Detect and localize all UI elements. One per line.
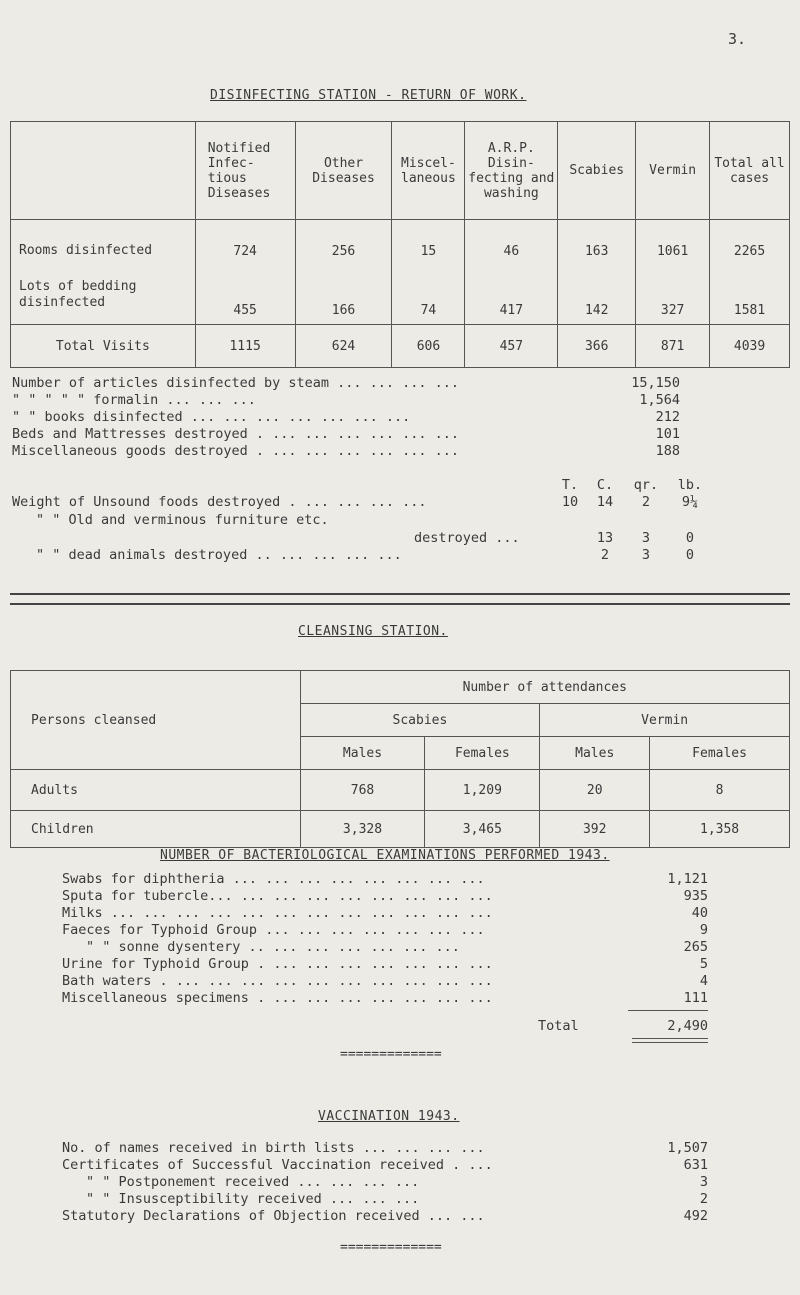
list-value: 265 [683, 939, 708, 955]
list-item: Bath waters . ... ... ... ... ... ... ... ... ... ... [62, 973, 493, 989]
col-notified: Notified Infec- tious Diseases [195, 122, 295, 220]
cell: 3,465 [425, 811, 540, 848]
cell: 3,328 [300, 811, 425, 848]
cleansing-table [10, 670, 790, 848]
row-label: Rooms disinfected [11, 220, 196, 275]
cell: 366 [558, 325, 636, 368]
list-item: " " books disinfected ... ... ... ... ... ... ... [12, 409, 411, 425]
list-value: 3 [699, 1174, 708, 1190]
page-number: 3. [728, 30, 747, 48]
cleansing-header-row [11, 671, 790, 704]
disinfecting-table [10, 121, 790, 368]
row-label: Children [11, 811, 301, 848]
bacteriological-heading: NUMBER OF BACTERIOLOGICAL EXAMINATIONS PERFORMED 1943. [160, 848, 610, 863]
cell: 392 [540, 811, 650, 848]
list-value: 2 [699, 1191, 708, 1207]
list-value: 4 [699, 973, 708, 989]
list-value: 40 [691, 905, 708, 921]
weight-value: 2 [641, 494, 651, 510]
cell: 74 [392, 275, 465, 325]
total-visits-row [11, 325, 790, 368]
list-value: 212 [655, 409, 680, 425]
list-value: 101 [655, 426, 680, 442]
separator: ============= [340, 1240, 442, 1255]
disinfecting-header-row [11, 122, 790, 220]
list-item: " " sonne dysentery .. ... ... ... ... ... ... [86, 939, 460, 955]
list-item: Sputa for tubercle... ... ... ... ... ... ... ... ... [62, 888, 493, 904]
list-item: Faeces for Typhoid Group ... ... ... ... ... ... ... [62, 922, 485, 938]
weight-label: " " dead animals destroyed .. ... ... ... ... [36, 547, 402, 563]
vermin-header: Vermin [540, 704, 790, 737]
unit-quarters: qr. [633, 477, 659, 493]
table-row [11, 811, 790, 848]
list-item: " " Postponement received ... ... ... ... [86, 1174, 420, 1190]
cell: 768 [300, 770, 425, 811]
separator: ============= [340, 1047, 442, 1062]
sex-header: Males [540, 737, 650, 770]
total-value: 2,490 [667, 1018, 708, 1034]
col-other: Other Diseases [295, 122, 392, 220]
list-item: " " " " " formalin ... ... ... [12, 392, 256, 408]
cell: 1,209 [425, 770, 540, 811]
row-label: Total Visits [11, 325, 196, 368]
sex-header: Males [300, 737, 425, 770]
weight-value: 14 [596, 494, 614, 510]
list-item: Number of articles disinfected by steam ... ... ... ... [12, 375, 460, 391]
scabies-header: Scabies [300, 704, 540, 737]
list-value: 5 [699, 956, 708, 972]
weight-value: 9¼ [681, 494, 699, 510]
cell: 163 [558, 220, 636, 275]
col-vermin: Vermin [636, 122, 710, 220]
attendances-header: Number of attendances [300, 671, 789, 704]
list-item: Milks ... ... ... ... ... ... ... ... ... ... ... ... [62, 905, 493, 921]
total-underline [632, 1038, 708, 1039]
weight-value: 3 [641, 547, 651, 563]
list-value: 935 [683, 888, 708, 904]
cell: 417 [465, 275, 558, 325]
list-item: Miscellaneous specimens . ... ... ... ... ... ... ... [62, 990, 493, 1006]
sex-header: Females [650, 737, 790, 770]
cell: 1,358 [650, 811, 790, 848]
cell: 606 [392, 325, 465, 368]
list-value: 15,150 [631, 375, 680, 391]
disinfecting-heading: DISINFECTING STATION - RETURN OF WORK. [210, 88, 527, 103]
row-label: Lots of bedding disinfected [11, 275, 196, 325]
sum-rule [628, 1010, 708, 1011]
section-divider [10, 593, 790, 595]
cell: 15 [392, 220, 465, 275]
weight-value: 13 [596, 530, 614, 546]
col-miscellaneous: Miscel- laneous [392, 122, 465, 220]
col-scabies: Scabies [558, 122, 636, 220]
cell: 1581 [710, 275, 790, 325]
section-divider [10, 603, 790, 605]
weight-label: " " Old and verminous furniture etc. [36, 512, 329, 528]
list-item: Statutory Declarations of Objection received ... ... [62, 1208, 485, 1224]
sex-header: Females [425, 737, 540, 770]
list-value: 9 [699, 922, 708, 938]
list-item: Swabs for diphtheria ... ... ... ... ... ... ... ... [62, 871, 485, 887]
cell: 2265 [710, 220, 790, 275]
cleansing-heading: CLEANSING STATION. [298, 624, 448, 639]
list-value: 631 [683, 1157, 708, 1173]
list-item: Beds and Mattresses destroyed . ... ... ... ... ... ... [12, 426, 460, 442]
cell: 724 [195, 220, 295, 275]
weight-value: 10 [561, 494, 579, 510]
list-item: Urine for Typhoid Group . ... ... ... ... ... ... ... [62, 956, 493, 972]
unit-cwt: C. [596, 477, 614, 493]
cell: 8 [650, 770, 790, 811]
weight-label-continued: destroyed ... [414, 530, 520, 546]
table-row [11, 220, 790, 275]
cell: 4039 [710, 325, 790, 368]
list-value: 188 [655, 443, 680, 459]
cell: 457 [465, 325, 558, 368]
list-item: " " Insusceptibility received ... ... ... [86, 1191, 420, 1207]
list-value: 1,507 [667, 1140, 708, 1156]
list-item: Miscellaneous goods destroyed . ... ... ... ... ... ... [12, 443, 460, 459]
cell: 455 [195, 275, 295, 325]
col-arp: A.R.P. Disin- fecting and washing [465, 122, 558, 220]
cell: 1115 [195, 325, 295, 368]
weight-value: 0 [685, 530, 695, 546]
cell: 871 [636, 325, 710, 368]
weight-value: 2 [600, 547, 610, 563]
total-underline [632, 1042, 708, 1043]
persons-cleansed-header: Persons cleansed [11, 671, 301, 770]
weight-value: 3 [641, 530, 651, 546]
table-row [11, 275, 790, 325]
cell: 166 [295, 275, 392, 325]
row-label: Adults [11, 770, 301, 811]
header-blank [11, 122, 196, 220]
list-value: 492 [683, 1208, 708, 1224]
col-total: Total all cases [710, 122, 790, 220]
table-row [11, 770, 790, 811]
unit-pounds: lb. [677, 477, 703, 493]
cell: 142 [558, 275, 636, 325]
cell: 256 [295, 220, 392, 275]
list-value: 1,121 [667, 871, 708, 887]
cell: 1061 [636, 220, 710, 275]
unit-tons: T. [561, 477, 579, 493]
vaccination-heading: VACCINATION 1943. [318, 1109, 460, 1124]
list-item: Certificates of Successful Vaccination received . ... [62, 1157, 493, 1173]
total-label: Total [538, 1018, 579, 1034]
list-item: No. of names received in birth lists ... ... ... ... [62, 1140, 485, 1156]
weight-value: 0 [685, 547, 695, 563]
weight-label: Weight of Unsound foods destroyed . ... ... ... ... [12, 494, 427, 510]
cell: 624 [295, 325, 392, 368]
list-value: 111 [683, 990, 708, 1006]
cell: 327 [636, 275, 710, 325]
list-value: 1,564 [639, 392, 680, 408]
cell: 20 [540, 770, 650, 811]
cell: 46 [465, 220, 558, 275]
